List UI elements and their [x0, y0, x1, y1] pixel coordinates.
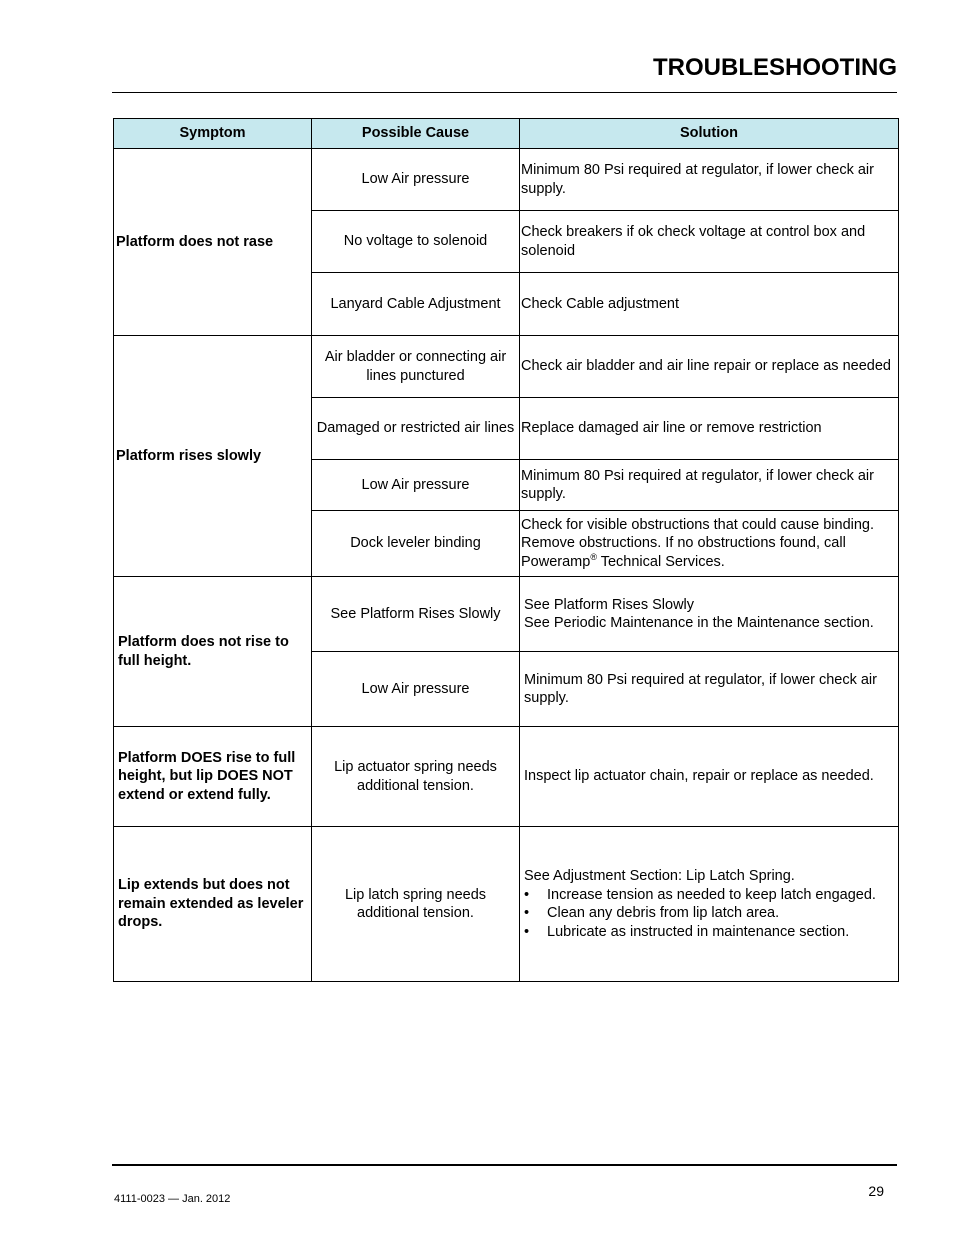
page-title: TROUBLESHOOTING	[653, 54, 897, 81]
list-item-text: Lubricate as instructed in maintenance section.	[547, 923, 850, 940]
list-item	[524, 886, 896, 905]
symptom-cell: Platform rises slowly	[114, 336, 312, 577]
document-number: 4111-0023 — Jan. 2012	[114, 1193, 231, 1205]
cause-cell: Lip actuator spring needs additional tension.	[312, 727, 520, 827]
solution-cell: Check Cable adjustment	[520, 273, 899, 336]
solution-line: See Platform Rises Slowly	[524, 596, 695, 613]
cause-cell: Air bladder or connecting air lines punctured	[312, 336, 520, 398]
list-item-text: Clean any debris from lip latch area.	[547, 905, 780, 921]
solution-cell: Inspect lip actuator chain, repair or replace as needed.	[520, 727, 899, 827]
solution-text: Technical Services.	[596, 553, 725, 570]
table-row	[114, 336, 899, 398]
solution-text: Check for visible obstructions that could cause binding. Remove obstructions. If no obstructions found, call Poweramp	[521, 516, 875, 570]
cause-cell: Dock leveler binding	[312, 511, 520, 577]
solution-cell	[520, 577, 899, 652]
solution-cell: Minimum 80 Psi required at regulator, if lower check air supply.	[520, 652, 899, 727]
registered-mark: ®	[590, 551, 597, 562]
table-row	[114, 149, 899, 211]
header-rule	[112, 92, 897, 93]
solution-cell: Check air bladder and air line repair or replace as needed	[520, 336, 899, 398]
header-solution: Solution	[520, 119, 899, 149]
list-item	[524, 923, 896, 942]
cause-cell: Lanyard Cable Adjustment	[312, 273, 520, 336]
footer-rule	[112, 1164, 897, 1166]
cause-cell: Low Air pressure	[312, 652, 520, 727]
solution-bullet-list	[524, 886, 896, 942]
list-item	[524, 904, 896, 923]
table-row	[114, 827, 899, 982]
cause-cell: Low Air pressure	[312, 460, 520, 511]
header-symptom: Symptom	[114, 119, 312, 149]
symptom-cell: Platform DOES rise to full height, but lip DOES NOT extend or extend fully.	[114, 727, 312, 827]
header-possible-cause: Possible Cause	[312, 119, 520, 149]
solution-cell	[520, 827, 899, 982]
troubleshooting-table	[113, 118, 899, 982]
solution-cell	[520, 511, 899, 577]
solution-intro: See Adjustment Section: Lip Latch Spring.	[524, 868, 795, 884]
solution-line: See Periodic Maintenance in the Maintenance section.	[524, 615, 874, 631]
cause-cell: Low Air pressure	[312, 149, 520, 211]
solution-cell: Minimum 80 Psi required at regulator, if lower check air supply.	[520, 460, 899, 511]
cause-cell: See Platform Rises Slowly	[312, 577, 520, 652]
table-row	[114, 577, 899, 652]
solution-cell: Check breakers if ok check voltage at control box and solenoid	[520, 211, 899, 273]
cause-cell: Lip latch spring needs additional tension.	[312, 827, 520, 982]
solution-cell: Replace damaged air line or remove restriction	[520, 398, 899, 460]
page-number: 29	[868, 1183, 884, 1199]
cause-cell: Damaged or restricted air lines	[312, 398, 520, 460]
cause-cell: No voltage to solenoid	[312, 211, 520, 273]
list-item-text: Increase tension as needed to keep latch engaged.	[547, 886, 876, 903]
symptom-cell: Platform does not rase	[114, 149, 312, 336]
solution-cell: Minimum 80 Psi required at regulator, if lower check air supply.	[520, 149, 899, 211]
bullet-icon: •	[524, 886, 530, 903]
symptom-cell: Platform does not rise to full height.	[114, 577, 312, 727]
table-header-row	[114, 119, 899, 149]
table-row	[114, 727, 899, 827]
bullet-icon: •	[524, 905, 530, 921]
symptom-cell: Lip extends but does not remain extended as leveler drops.	[114, 827, 312, 982]
bullet-icon: •	[524, 923, 530, 940]
